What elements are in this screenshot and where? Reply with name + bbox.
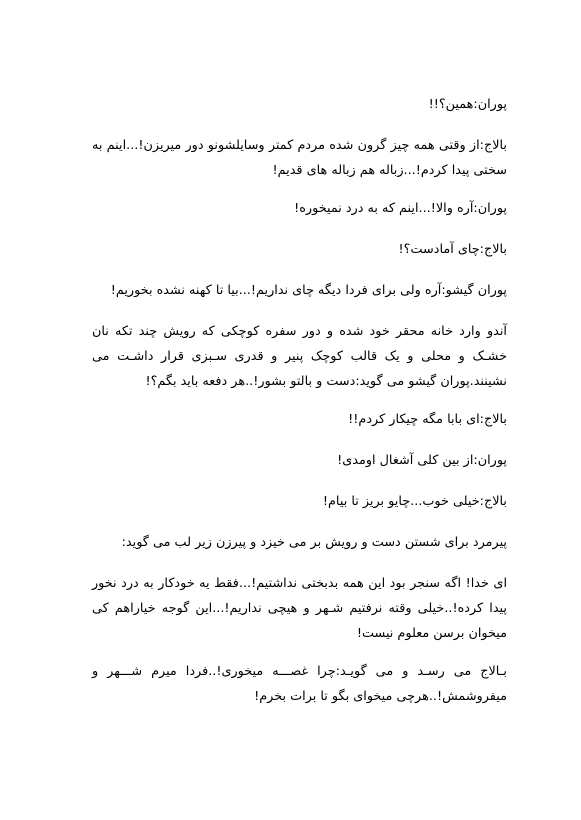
- dialogue-line: پوران:همین؟!!: [428, 97, 507, 112]
- dialogue-line: بالاج:ای بابا مگه چیکار کردم!!: [348, 412, 507, 427]
- narration-paragraph: پیرمرد برای شستن دست و رویش بر می خیزد و پیرزن زیر لب می گوید:: [121, 535, 507, 550]
- dialogue-line: بالاج:چای آمادست؟!: [398, 242, 507, 257]
- dialogue-line: پوران:آره والا!...اینم که به درد نمیخوره!: [294, 201, 507, 216]
- dialogue-line: پوران گیشو:آره ولی برای فردا دیگه چای نداریم!...بیا تا کهنه نشده بخوریم!: [110, 283, 507, 298]
- narration-paragraph: آندو وارد خانه محقر خود شده و دور سفره کوچکی که رویش چند تکه نان خشـک و محلی و یک قالب کوچک پنیر و قدری سـبزی قرار داشـت می نشینند.پوران گیشو می گوید:دست و بالتو بشور!..هر دفعه باید بگم؟!: [92, 324, 507, 389]
- dialogue-line: بالاج:خیلی خوب...چایو بریز تا بیام!: [322, 494, 507, 509]
- dialogue-line: ای خدا! اگه سنجر بود این همه بدبختی نداشتیم!...فقط یه خودکار به درد نخور پیدا کرده!..خیلی وقته نرفتیم شـهر و هیچی نداریم!...این گوجه خیاراهم کی میخوان برسن معلوم نیست!: [92, 576, 507, 641]
- dialogue-line: پوران:از بین کلی آشغال اومدی!: [337, 453, 507, 468]
- document-body: [92, 92, 507, 722]
- narration-paragraph: بـالاج می رسـد و می گویـد:چرا غصـــه میخوری!..فردا میرم شـــهر و میفروشمش!..هرچی میخوای بگو تا برات بخرم!: [92, 664, 507, 704]
- dialogue-line: بالاج:از وقتی همه چیز گرون شده مردم کمتر وسایلشونو دور میریزن!...اینم به سختی پیدا کردم!...زباله هم زباله های قدیم!: [92, 138, 507, 178]
